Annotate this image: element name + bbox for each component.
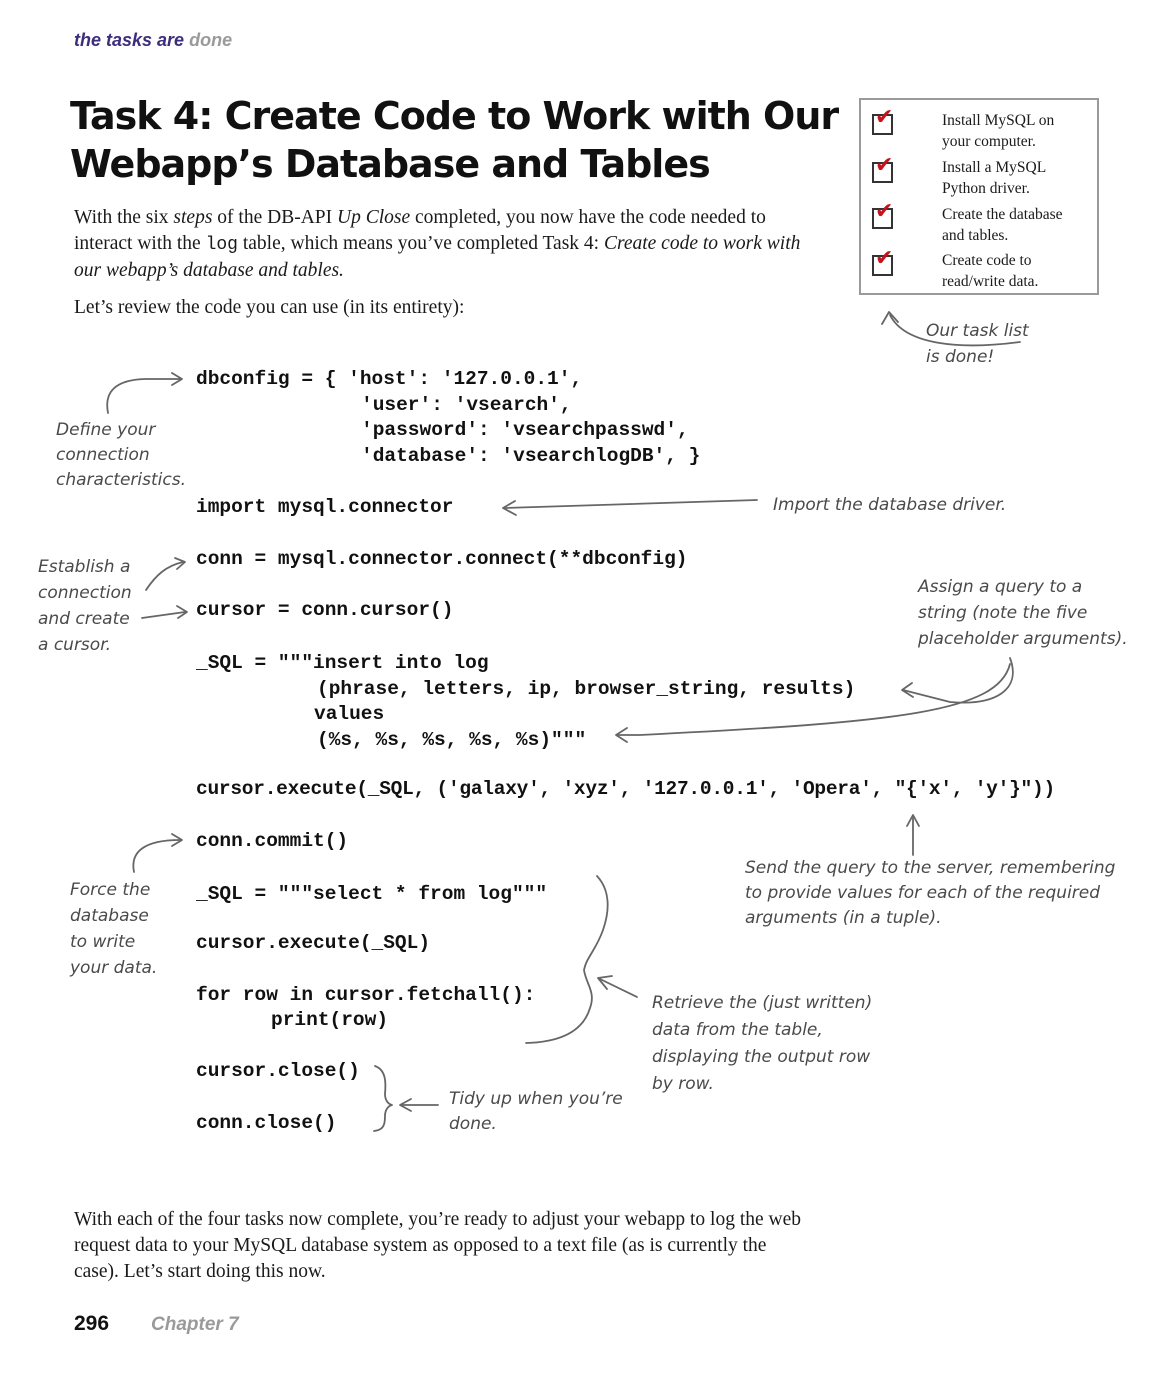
running-head-part-1: the tasks are (74, 30, 185, 50)
check-mark-icon: ✔ (875, 199, 894, 224)
code-dbconfig-line-3: 'password': 'vsearchpasswd', (361, 419, 689, 441)
intro-text-steps: steps (173, 207, 213, 228)
code-cursor: cursor = conn.cursor() (196, 599, 454, 621)
closing-paragraph: With each of the four tasks now complete, you’re ready to adjust your webapp to log the web request data to your MySQL database system as opposed to a text file (as is currently the case). Let’s start doing this now. (74, 1209, 802, 1282)
checklist-item-1-line-2: your computer. (942, 133, 1036, 150)
note-task-list-done: Our task list is done! (926, 321, 1029, 367)
arrow-define (107, 379, 180, 413)
page-number: 296 (74, 1312, 110, 1335)
code-connect: conn = mysql.connector.connect(**dbconfig) (196, 548, 688, 570)
code-execute-select: cursor.execute(_SQL) (196, 932, 431, 954)
code-dbconfig-line-1: dbconfig = { 'host': '127.0.0.1', (196, 368, 583, 390)
intro-text-e: completed, you now have the code needed to interact with the (74, 207, 766, 254)
arrowhead (902, 683, 913, 697)
intro-text-up-close: Up Close (337, 207, 411, 228)
arrow-assign-placeholders-2 (618, 664, 1010, 735)
code-import: import mysql.connector (196, 496, 454, 518)
code-sql-insert-line-2: (phrase, letters, ip, browser_string, results) (317, 678, 856, 700)
note-tidy-up: Tidy up when you’re done. (449, 1089, 623, 1134)
code-commit: conn.commit() (196, 830, 349, 852)
check-mark-icon: ✔ (875, 153, 894, 178)
code-conn-close: conn.close() (196, 1112, 337, 1134)
code-print-row: print(row) (271, 1009, 389, 1031)
code-sql-insert-line-4: (%s, %s, %s, %s, %s)""" (317, 729, 587, 751)
intro-text-a: With the six (74, 207, 174, 228)
code-sql-insert-line-1: _SQL = """insert into log (196, 652, 489, 674)
arrowhead (598, 976, 612, 989)
note-define-connection: Define your connection characteristics. (56, 420, 186, 490)
arrow-establish-connect (146, 562, 183, 590)
intro-text-task-name: Create code to work with our webapp’s database and tables. (74, 233, 801, 281)
brace-tidy (374, 1066, 392, 1131)
code-dbconfig-line-2: 'user': 'vsearch', (361, 394, 572, 416)
code-cursor-close: cursor.close() (196, 1060, 360, 1082)
arrow-assign-placeholders-1 (903, 658, 1013, 703)
note-assign-query: Assign a query to a string (note the five placeholder arguments). (918, 577, 1128, 649)
code-sql-select: _SQL = """select * from log""" (196, 883, 548, 905)
intro-review-line: Let’s review the code you can use (in its entirety): (74, 297, 465, 318)
code-for-loop: for row in cursor.fetchall(): (196, 984, 536, 1006)
checklist-item-2-line-1: Install a MySQL (942, 159, 1047, 176)
arrow-import (505, 500, 757, 508)
checklist-item-2-line-2: Python driver. (942, 180, 1030, 197)
checklist-item-1-line-1: Install MySQL on (942, 112, 1055, 129)
note-force-write: Force the database to write your data. (70, 880, 158, 978)
checklist-item-4-line-2: read/write data. (942, 273, 1039, 290)
chapter-label: Chapter 7 (151, 1314, 239, 1335)
intro-text-c: of the DB-API (212, 207, 337, 228)
code-sql-insert-line-3: values (314, 703, 385, 725)
checklist-item-3-line-1: Create the database (942, 206, 1063, 223)
note-import-driver: Import the database driver. (773, 495, 1007, 515)
note-establish-connection: Establish a connection and create a cursor. (38, 557, 132, 655)
title-line-2: Webapp’s Database and Tables (70, 142, 710, 186)
checklist-item-3-line-2: and tables. (942, 227, 1009, 244)
code-execute-insert: cursor.execute(_SQL, ('galaxy', 'xyz', '127.0.0.1', 'Opera', "{'x', 'y'}")) (196, 778, 1055, 800)
intro-inline-code-log: log (205, 235, 238, 255)
brace-retrieve (526, 876, 608, 1043)
arrow-task-list (890, 315, 1020, 345)
note-send-query: Send the query to the server, remembering to provide values for each of the required arguments (in a tuple). (745, 858, 1116, 928)
code-dbconfig-line-4: 'database': 'vsearchlogDB', } (361, 445, 701, 467)
check-mark-icon: ✔ (875, 246, 894, 271)
check-mark-icon: ✔ (875, 105, 894, 130)
intro-text-g: table, which means you’ve completed Task 4: (237, 233, 604, 254)
note-retrieve-data: Retrieve the (just written) data from the table, displaying the output row by row. (652, 993, 873, 1094)
running-head-part-2: done (189, 30, 233, 50)
checklist-item-4-line-1: Create code to (942, 252, 1032, 269)
title-line-1: Task 4: Create Code to Work with Our (70, 94, 839, 138)
